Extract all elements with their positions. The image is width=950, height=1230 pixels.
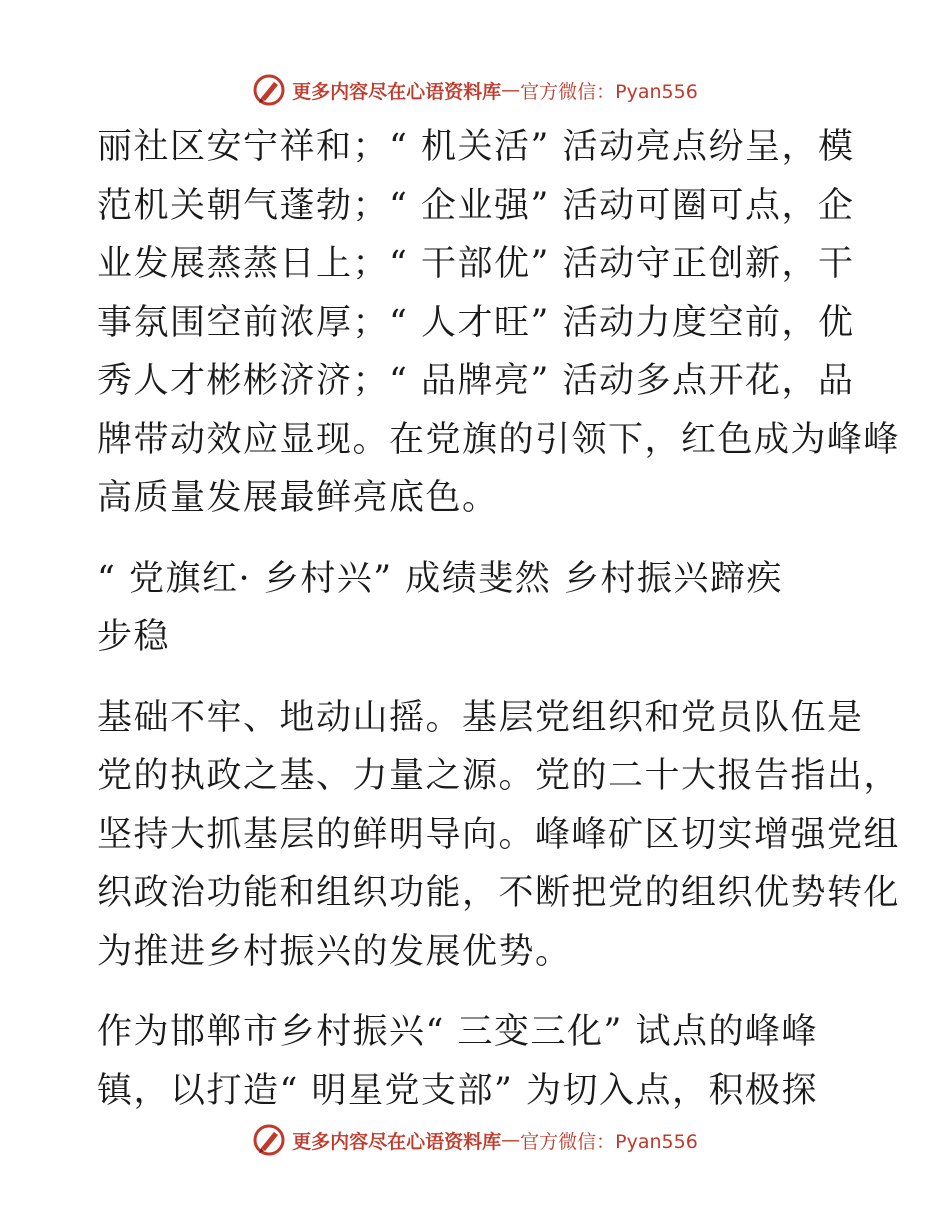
text-line: 基础不牢、地动山摇。基层党组织和党员队伍是 bbox=[97, 697, 864, 738]
paragraph-2 bbox=[97, 689, 901, 982]
pen-logo-icon bbox=[252, 1123, 286, 1157]
pen-logo-icon bbox=[252, 73, 286, 107]
footer-banner bbox=[0, 1120, 950, 1160]
heading-line: “ 党旗红· 乡村兴” 成绩斐然 乡村振兴蹄疾 bbox=[97, 558, 783, 599]
text-line: 坚持大抓基层的鲜明导向。峰峰矿区切实增强党组 bbox=[97, 814, 901, 855]
heading-line: 步稳 bbox=[97, 617, 171, 657]
banner-separator: — bbox=[501, 79, 521, 101]
header-banner bbox=[0, 70, 950, 110]
text-line: 作为邯郸市乡村振兴“ 三变三化” 试点的峰峰 bbox=[97, 1012, 819, 1052]
text-line: 织政治功能和组织功能，不断把党的组织优势转化 bbox=[97, 873, 901, 913]
text-line: 范机关朝气蓬勃；“ 企业强” 活动可圈可点，企 bbox=[97, 185, 855, 226]
text-line: 事氛围空前浓厚；“ 人才旺” 活动力度空前，优 bbox=[97, 302, 855, 343]
document-body bbox=[97, 118, 901, 1142]
banner-suffix-text: 官方微信：Pyan556 bbox=[520, 1130, 698, 1153]
text-line: 秀人才彬彬济济；“ 品牌亮” 活动多点开花，品 bbox=[97, 361, 855, 401]
banner-suffix-text: 官方微信：Pyan556 bbox=[520, 80, 698, 103]
text-line: 高质量发展最鲜亮底色。 bbox=[97, 478, 499, 518]
banner-main-text: 更多内容尽在心语资料库 bbox=[292, 1130, 502, 1153]
text-line: 丽社区安宁祥和；“ 机关活” 活动亮点纷呈，模 bbox=[97, 127, 855, 167]
text-line: 业发展蒸蒸日上；“ 干部优” 活动守正创新，干 bbox=[97, 244, 855, 284]
text-line: 为推进乡村振兴的发展优势。 bbox=[97, 931, 572, 972]
paragraph-3 bbox=[97, 1003, 857, 1120]
banner-main-text: 更多内容尽在心语资料库 bbox=[292, 80, 502, 103]
section-heading bbox=[97, 550, 857, 667]
text-line: 党的执政之基、力量之源。党的二十大报告指出， bbox=[97, 756, 901, 796]
text-line: 牌带动效应显现。在党旗的引领下，红色成为峰峰 bbox=[97, 419, 901, 460]
text-line: 镇，以打造“ 明星党支部” 为切入点，积极探 bbox=[97, 1070, 819, 1111]
banner-separator: — bbox=[501, 1129, 521, 1151]
paragraph-1 bbox=[97, 118, 901, 528]
